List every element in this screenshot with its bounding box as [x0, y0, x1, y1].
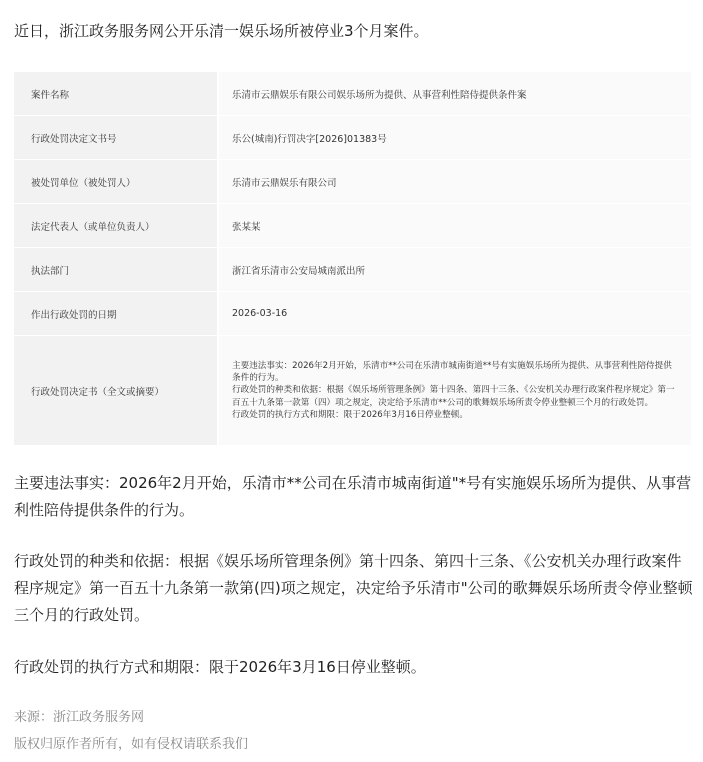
table-row-decision — [14, 336, 691, 446]
table-row — [14, 160, 691, 204]
table-row — [14, 116, 691, 160]
row-label: 作出行政处罚的日期 — [14, 292, 218, 336]
row-label: 被处罚单位（被处罚人） — [14, 160, 218, 204]
decision-basis: 行政处罚的种类和依据：根据《娱乐场所管理条例》第十四条、第四十三条、《公安机关办理行政案件程序规定》第一百五十九条第一款第（四）项之规定，决定给予乐清市**公司的歌舞娱乐场所责令停业整顿三个月的行政处罚。 — [232, 385, 675, 408]
decision-fact: 主要违法事实：2026年2月开始，乐清市**公司在乐清市城南街道**号有实施娱乐场所为提供、从事营利性陪侍提供条件的行为。 — [232, 360, 672, 384]
row-value: 张某某 — [218, 204, 691, 248]
decision-execution: 行政处罚的执行方式和期限：限于2026年3月16日停业整顿。 — [232, 409, 468, 420]
table-row — [14, 204, 691, 248]
table-row — [14, 292, 691, 336]
table-row — [14, 248, 691, 292]
row-value: 2026-03-16 — [218, 292, 691, 336]
intro-paragraph: 近日，浙江政务服务网公开乐清一娱乐场所被停业3个月案件。 — [14, 22, 429, 40]
row-label: 行政处罚决定文书号 — [14, 116, 218, 160]
row-label: 执法部门 — [14, 248, 218, 292]
illegal-fact-paragraph: 主要违法事实：2026年2月开始，乐清市**公司在乐清市城南街道"*号有实施娱乐场所为提供、从事营利性陪侍提供条件的行为。 — [14, 474, 692, 519]
row-value: 浙江省乐清市公安局城南派出所 — [218, 248, 691, 292]
copyright-note: 版权归原作者所有，如有侵权请联系我们 — [14, 737, 249, 752]
row-label: 行政处罚决定书（全文或摘要） — [14, 336, 218, 446]
case-info-table — [14, 71, 691, 446]
row-label: 案件名称 — [14, 72, 218, 116]
table-row — [14, 72, 691, 116]
execution-paragraph: 行政处罚的执行方式和期限：限于2026年3月16日停业整顿。 — [14, 658, 426, 676]
row-value: 乐清市云鼎娱乐有限公司 — [218, 160, 691, 204]
row-value: 乐清市云鼎娱乐有限公司娱乐场所为提供、从事营利性陪侍提供条件案 — [218, 72, 691, 116]
decision-summary — [218, 336, 691, 446]
row-label: 法定代表人（或单位负责人） — [14, 204, 218, 248]
row-value: 乐公(城南)行罚决字[2026]01383号 — [218, 116, 691, 160]
penalty-basis-paragraph: 行政处罚的种类和依据：根据《娱乐场所管理条例》第十四条、第四十三条、《公安机关办理行政案件程序规定》第一百五十九条第一款第(四)项之规定，决定给予乐清市"公司的歌舞娱乐场所责令停业整顿三个月的行政处罚。 — [14, 552, 693, 624]
source-note: 来源：浙江政务服务网 — [14, 710, 145, 725]
